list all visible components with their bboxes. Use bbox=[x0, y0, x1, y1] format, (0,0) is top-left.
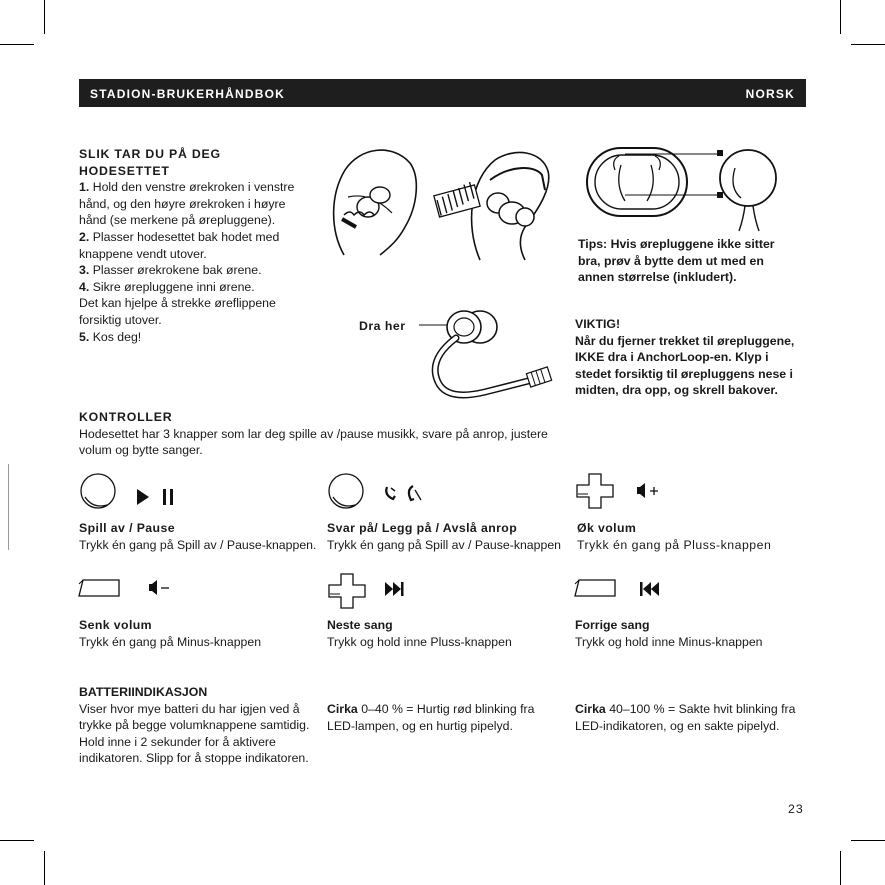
eartip-sizes-illustration bbox=[585, 140, 785, 235]
battery-low-info: Cirka 0–40 % = Hurtig rød blinking fra LED-lampen, og en hurtig pipelyd. bbox=[327, 702, 535, 733]
language-label: NORSK bbox=[745, 87, 795, 101]
control-item: Øk volum Trykk én gang på Pluss-knappen bbox=[577, 521, 772, 552]
crop-mark bbox=[44, 851, 45, 885]
volume-down-button-icon bbox=[79, 572, 189, 612]
battery-section bbox=[79, 684, 313, 767]
previous-track-button-icon bbox=[575, 572, 685, 612]
wear-step: 3. Plasser ørekrokene bak ørene. bbox=[79, 263, 262, 278]
battery-text: Viser hvor mye batteri du har igjen ved å trykke på begge volumknappene samtidig. Hold inne i 2 sekunder for å aktivere indikatoren. Slipp for å stoppe indikatoren. bbox=[79, 701, 310, 766]
wear-step: 1. Hold den venstre ørekroken i venstre hånd, og den høyre ørekroken i høyre hånd (se merkene på ørepluggene). bbox=[79, 180, 295, 228]
answer-call-button-icon bbox=[327, 472, 437, 512]
head-with-headset-illustration bbox=[320, 135, 570, 260]
controls-intro: Hodesettet har 3 knapper som lar deg spille av /pause musikk, svare på anrop, justere volum og bytte sanger. bbox=[79, 426, 548, 458]
battery-heading: BATTERIINDIKASJON bbox=[79, 685, 208, 699]
control-item: Svar på/ Legg på / Avslå anrop Trykk én gang på Spill av / Pause-knappen bbox=[327, 521, 562, 552]
play-pause-button-icon bbox=[79, 472, 189, 512]
wear-heading: SLIK TAR DU PÅ DEG HODESETTET bbox=[79, 147, 221, 178]
wear-note: Det kan hjelpe å strekke øreflippene forsiktig utover. bbox=[79, 296, 276, 327]
wear-step: 2. Plasser hodesettet bak hodet med knappene vendt utover. bbox=[79, 229, 280, 261]
important-text: Når du fjerner trekket til ørepluggene, IKKE dra i AnchorLoop-en. Klyp i stedet forsiktig til ørepluggens nese i midten, dra opp, og skrell bakover. bbox=[575, 333, 795, 398]
next-track-button-icon bbox=[327, 572, 437, 612]
control-item: Neste sang Trykk og hold inne Pluss-knappen bbox=[327, 618, 512, 649]
control-item: Spill av / Pause Trykk én gang på Spill av / Pause-knappen. bbox=[79, 521, 317, 552]
battery-high-info: Cirka 40–100 % = Sakte hvit blinking fra LED-indikatoren, og en sakte pipelyd. bbox=[575, 702, 796, 733]
crop-mark bbox=[840, 851, 841, 885]
crop-mark bbox=[840, 0, 841, 34]
control-item: Forrige sang Trykk og hold inne Minus-knappen bbox=[575, 618, 763, 649]
manual-title: STADION-BRUKERHÅNDBOK bbox=[90, 87, 285, 101]
volume-up-button-icon bbox=[575, 472, 685, 512]
crop-mark bbox=[851, 44, 885, 45]
page-number: 23 bbox=[788, 802, 804, 816]
header-bar bbox=[79, 79, 806, 107]
controls-heading: KONTROLLER bbox=[79, 410, 173, 424]
tips-text: Tips: Hvis ørepluggene ikke sitter bra, prøv å bytte dem ut med en annen størrelse (inkludert). bbox=[578, 237, 775, 285]
pull-here-label: Dra her bbox=[359, 319, 406, 333]
side-mark bbox=[8, 464, 9, 550]
eartip-cover-illustration bbox=[400, 300, 560, 415]
crop-mark bbox=[44, 0, 45, 34]
control-item: Senk volum Trykk én gang på Minus-knappen bbox=[79, 618, 262, 649]
important-note bbox=[575, 316, 805, 399]
crop-mark bbox=[0, 44, 34, 45]
crop-mark bbox=[851, 840, 885, 841]
wear-step: 5. Kos deg! bbox=[79, 329, 142, 344]
wear-section bbox=[79, 146, 311, 345]
important-title: VIKTIG! bbox=[575, 317, 621, 331]
wear-step: 4. Sikre ørepluggene inni ørene. bbox=[79, 279, 255, 294]
controls-section bbox=[79, 409, 559, 459]
crop-mark bbox=[0, 840, 34, 841]
